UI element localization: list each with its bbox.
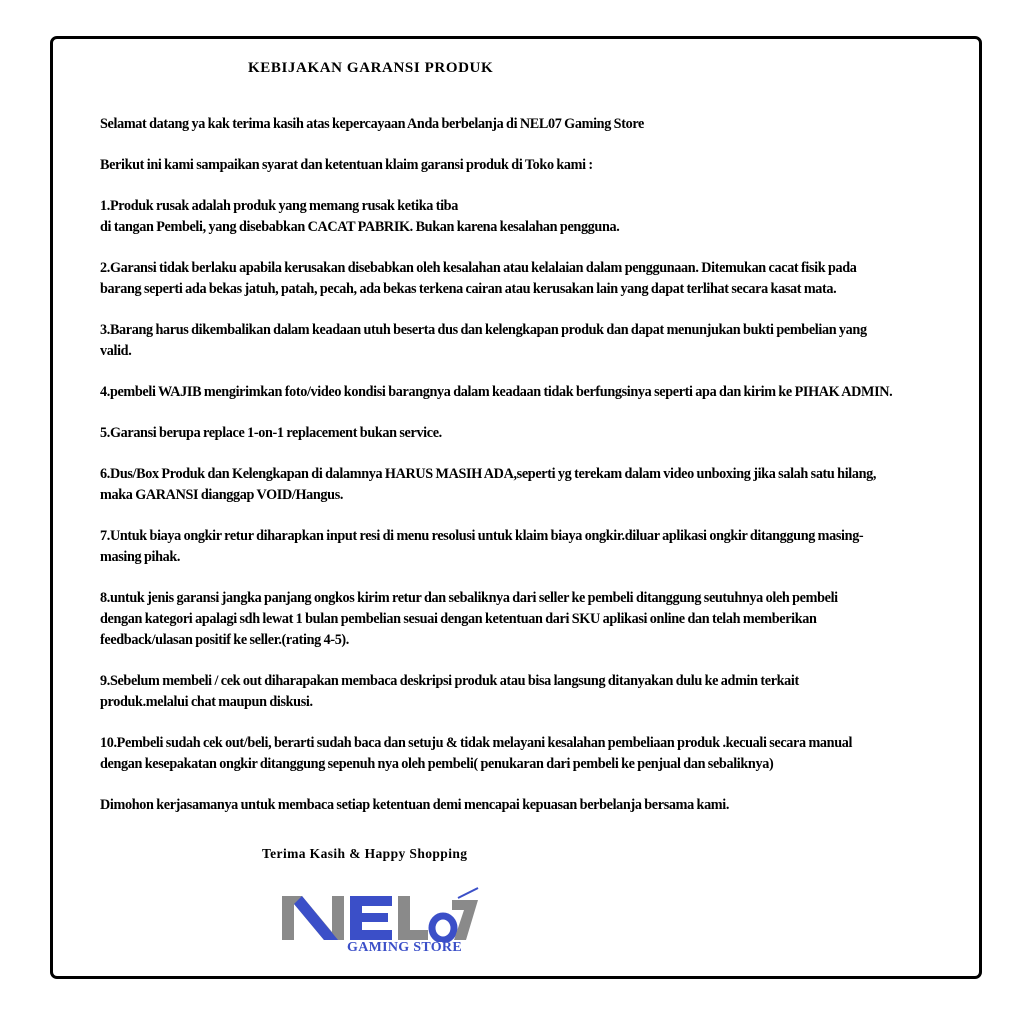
paragraph-line: Berikut ini kami sampaikan syarat dan ketentuan klaim garansi produk di Toko kami : — [100, 157, 593, 173]
paragraph-line: 9.Sebelum membeli / cek out diharapakan membaca deskripsi produk atau bisa langsung ditanyakan dulu ke admin terkait — [100, 673, 799, 689]
policy-paragraph — [100, 320, 970, 362]
paragraph-line: 5.Garansi berupa replace 1-on-1 replacement bukan service. — [100, 425, 442, 441]
paragraph-line: feedback/ulasan positif ke seller.(rating 4-5). — [100, 632, 350, 648]
paragraph-line: masing pihak. — [100, 549, 181, 565]
paragraph-line: di tangan Pembeli, yang disebabkan CACAT PABRIK. Bukan karena kesalahan pengguna. — [100, 219, 620, 235]
policy-paragraph — [100, 526, 970, 568]
paragraph-line: 3.Barang harus dikembalikan dalam keadaan utuh beserta dus dan kelengkapan produk dan dapat menunjukan bukti pembelian yang — [100, 322, 867, 338]
paragraph-line: dengan kategori apalagi sdh lewat 1 bulan pembelian sesuai dengan ketentuan dari SKU aplikasi online dan telah memberikan — [100, 611, 817, 627]
paragraph-line: 2.Garansi tidak berlaku apabila kerusakan disebabkan oleh kesalahan atau kelalaian dalam penggunaan. Ditemukan cacat fisik pada — [100, 260, 857, 276]
paragraph-line: 6.Dus/Box Produk dan Kelengkapan di dalamnya HARUS MASIH ADA,seperti yg terekam dalam video unboxing jika salah satu hilang, — [100, 466, 877, 482]
paragraph-line: 7.Untuk biaya ongkir retur diharapkan input resi di menu resolusi untuk klaim biaya ongkir.diluar aplikasi ongkir ditanggung masing- — [100, 528, 864, 544]
policy-paragraph — [100, 155, 970, 176]
nel07-logo-mark — [280, 884, 480, 942]
paragraph-line: 4.pembeli WAJIB mengirimkan foto/video kondisi barangnya dalam keadaan tidak berfungsinya seperti apa dan kirim ke PIHAK ADMIN. — [100, 384, 893, 400]
policy-paragraph — [100, 114, 970, 135]
policy-paragraph — [100, 733, 970, 775]
logo-subtitle: GAMING STORE — [347, 940, 462, 955]
document-title: KEBIJAKAN GARANSI PRODUK — [248, 60, 494, 76]
policy-paragraph — [100, 588, 970, 651]
paragraph-line: maka GARANSI dianggap VOID/Hangus. — [100, 487, 344, 503]
paragraph-line: Dimohon kerjasamanya untuk membaca setiap ketentuan demi mencapai kepuasan berbelanja bersama kami. — [100, 797, 730, 813]
policy-paragraph — [100, 196, 970, 238]
paragraph-line: valid. — [100, 343, 132, 359]
policy-content — [100, 114, 970, 836]
paragraph-line: 1.Produk rusak adalah produk yang memang rusak ketika tiba — [100, 198, 458, 214]
closing-text: Terima Kasih & Happy Shopping — [262, 846, 468, 861]
policy-paragraph — [100, 795, 970, 816]
store-logo — [280, 884, 480, 964]
paragraph-line: dengan kesepakatan ongkir ditanggung sepenuh nya oleh pembeli( penukaran dari pembeli ke penjual dan sebaliknya) — [100, 756, 774, 772]
paragraph-line: barang seperti ada bekas jatuh, patah, pecah, ada bekas terkena cairan atau kerusakan lain yang dapat terlihat secara kasat mata. — [100, 281, 837, 297]
paragraph-line: produk.melalui chat maupun diskusi. — [100, 694, 313, 710]
policy-paragraph — [100, 464, 970, 506]
paragraph-line: 10.Pembeli sudah cek out/beli, berarti sudah baca dan setuju & tidak melayani kesalahan pembeliaan produk .kecuali secara manual — [100, 735, 853, 751]
policy-paragraph — [100, 423, 970, 444]
paragraph-line: 8.untuk jenis garansi jangka panjang ongkos kirim retur dan sebaliknya dari seller ke pembeli ditanggung seutuhnya oleh pembeli — [100, 590, 838, 606]
paragraph-line: Selamat datang ya kak terima kasih atas kepercayaan Anda berbelanja di NEL07 Gaming Store — [100, 116, 644, 132]
policy-paragraph — [100, 382, 970, 403]
policy-paragraph — [100, 671, 970, 713]
policy-paragraph — [100, 258, 970, 300]
